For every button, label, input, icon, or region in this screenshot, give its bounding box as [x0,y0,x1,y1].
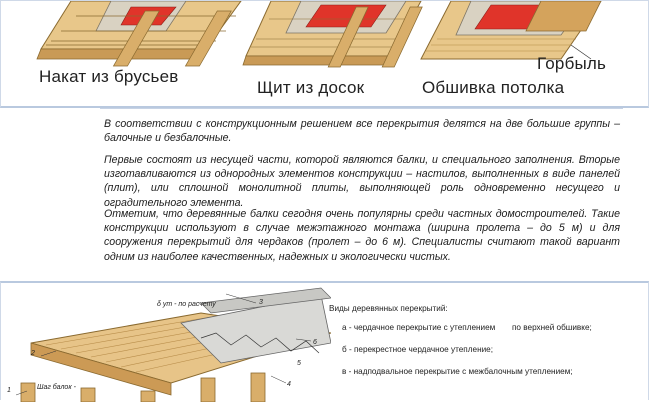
beam-step-label: Шаг балок - [37,384,76,391]
floor-types-illustration-panel [0,0,649,108]
caption-ceiling-lining: Обшивка потолка [422,78,565,97]
board-panel-drawing [243,1,422,67]
insulation-thickness-label: δ ут - по расчету [157,301,216,308]
beam-deck-drawing [37,1,241,66]
caption-beam-deck: Накат из брусьев [39,67,179,86]
callout-3: 3 [259,299,263,306]
callout-6: 6 [313,339,317,346]
callout-4: 4 [287,381,291,388]
callout-2: 2 [31,350,35,357]
caption-board-panel: Щит из досок [257,78,365,97]
paragraph-3: Отметим, что деревянные балки сегодня очень популярны среди частных домостроителей. Такие конструкции используют в случае межэтажного монтажа (ширина пролета – до 5 м) и для сооружения перекрытий для чердаков (пролет – до 6 м). Специалисты считают такой вариант одним из наиболее качественных, надежных и экологически чистых. [104,208,620,263]
legend-item-a: а - чердачное перекрытие с утеплением [342,323,496,332]
legend-item-a-tail: по верхней обшивке; [512,323,592,332]
paragraph-2: Первые состоят из несущей части, которой являются балки, и специального заполнения. Вторые изготавливаются из однородных элементов конструкции – настилов, выполненных в виде панелей (плит), или сплошной монолитной плиты, выполняющей роль одновременно несущего и оградительного элемента. [104,154,620,209]
caption-slab-board: Горбыль [537,54,607,73]
legend-title: Виды деревянных перекрытий: [329,304,448,313]
legend-item-b: б - перекрестное чердачное утепление; [342,345,493,354]
floor-section-panel [0,281,649,400]
callout-5: 5 [297,360,301,367]
divider [100,108,623,109]
ceiling-lining-drawing [421,1,601,59]
paragraph-1: В соответствии с конструкционным решением все перекрытия делятся на две большие группы – балочные и безбалочные. [104,118,620,145]
callout-1: 1 [7,387,11,394]
legend-item-c: в - надподвальное перекрытие с межбалочным утеплением; [342,367,573,376]
